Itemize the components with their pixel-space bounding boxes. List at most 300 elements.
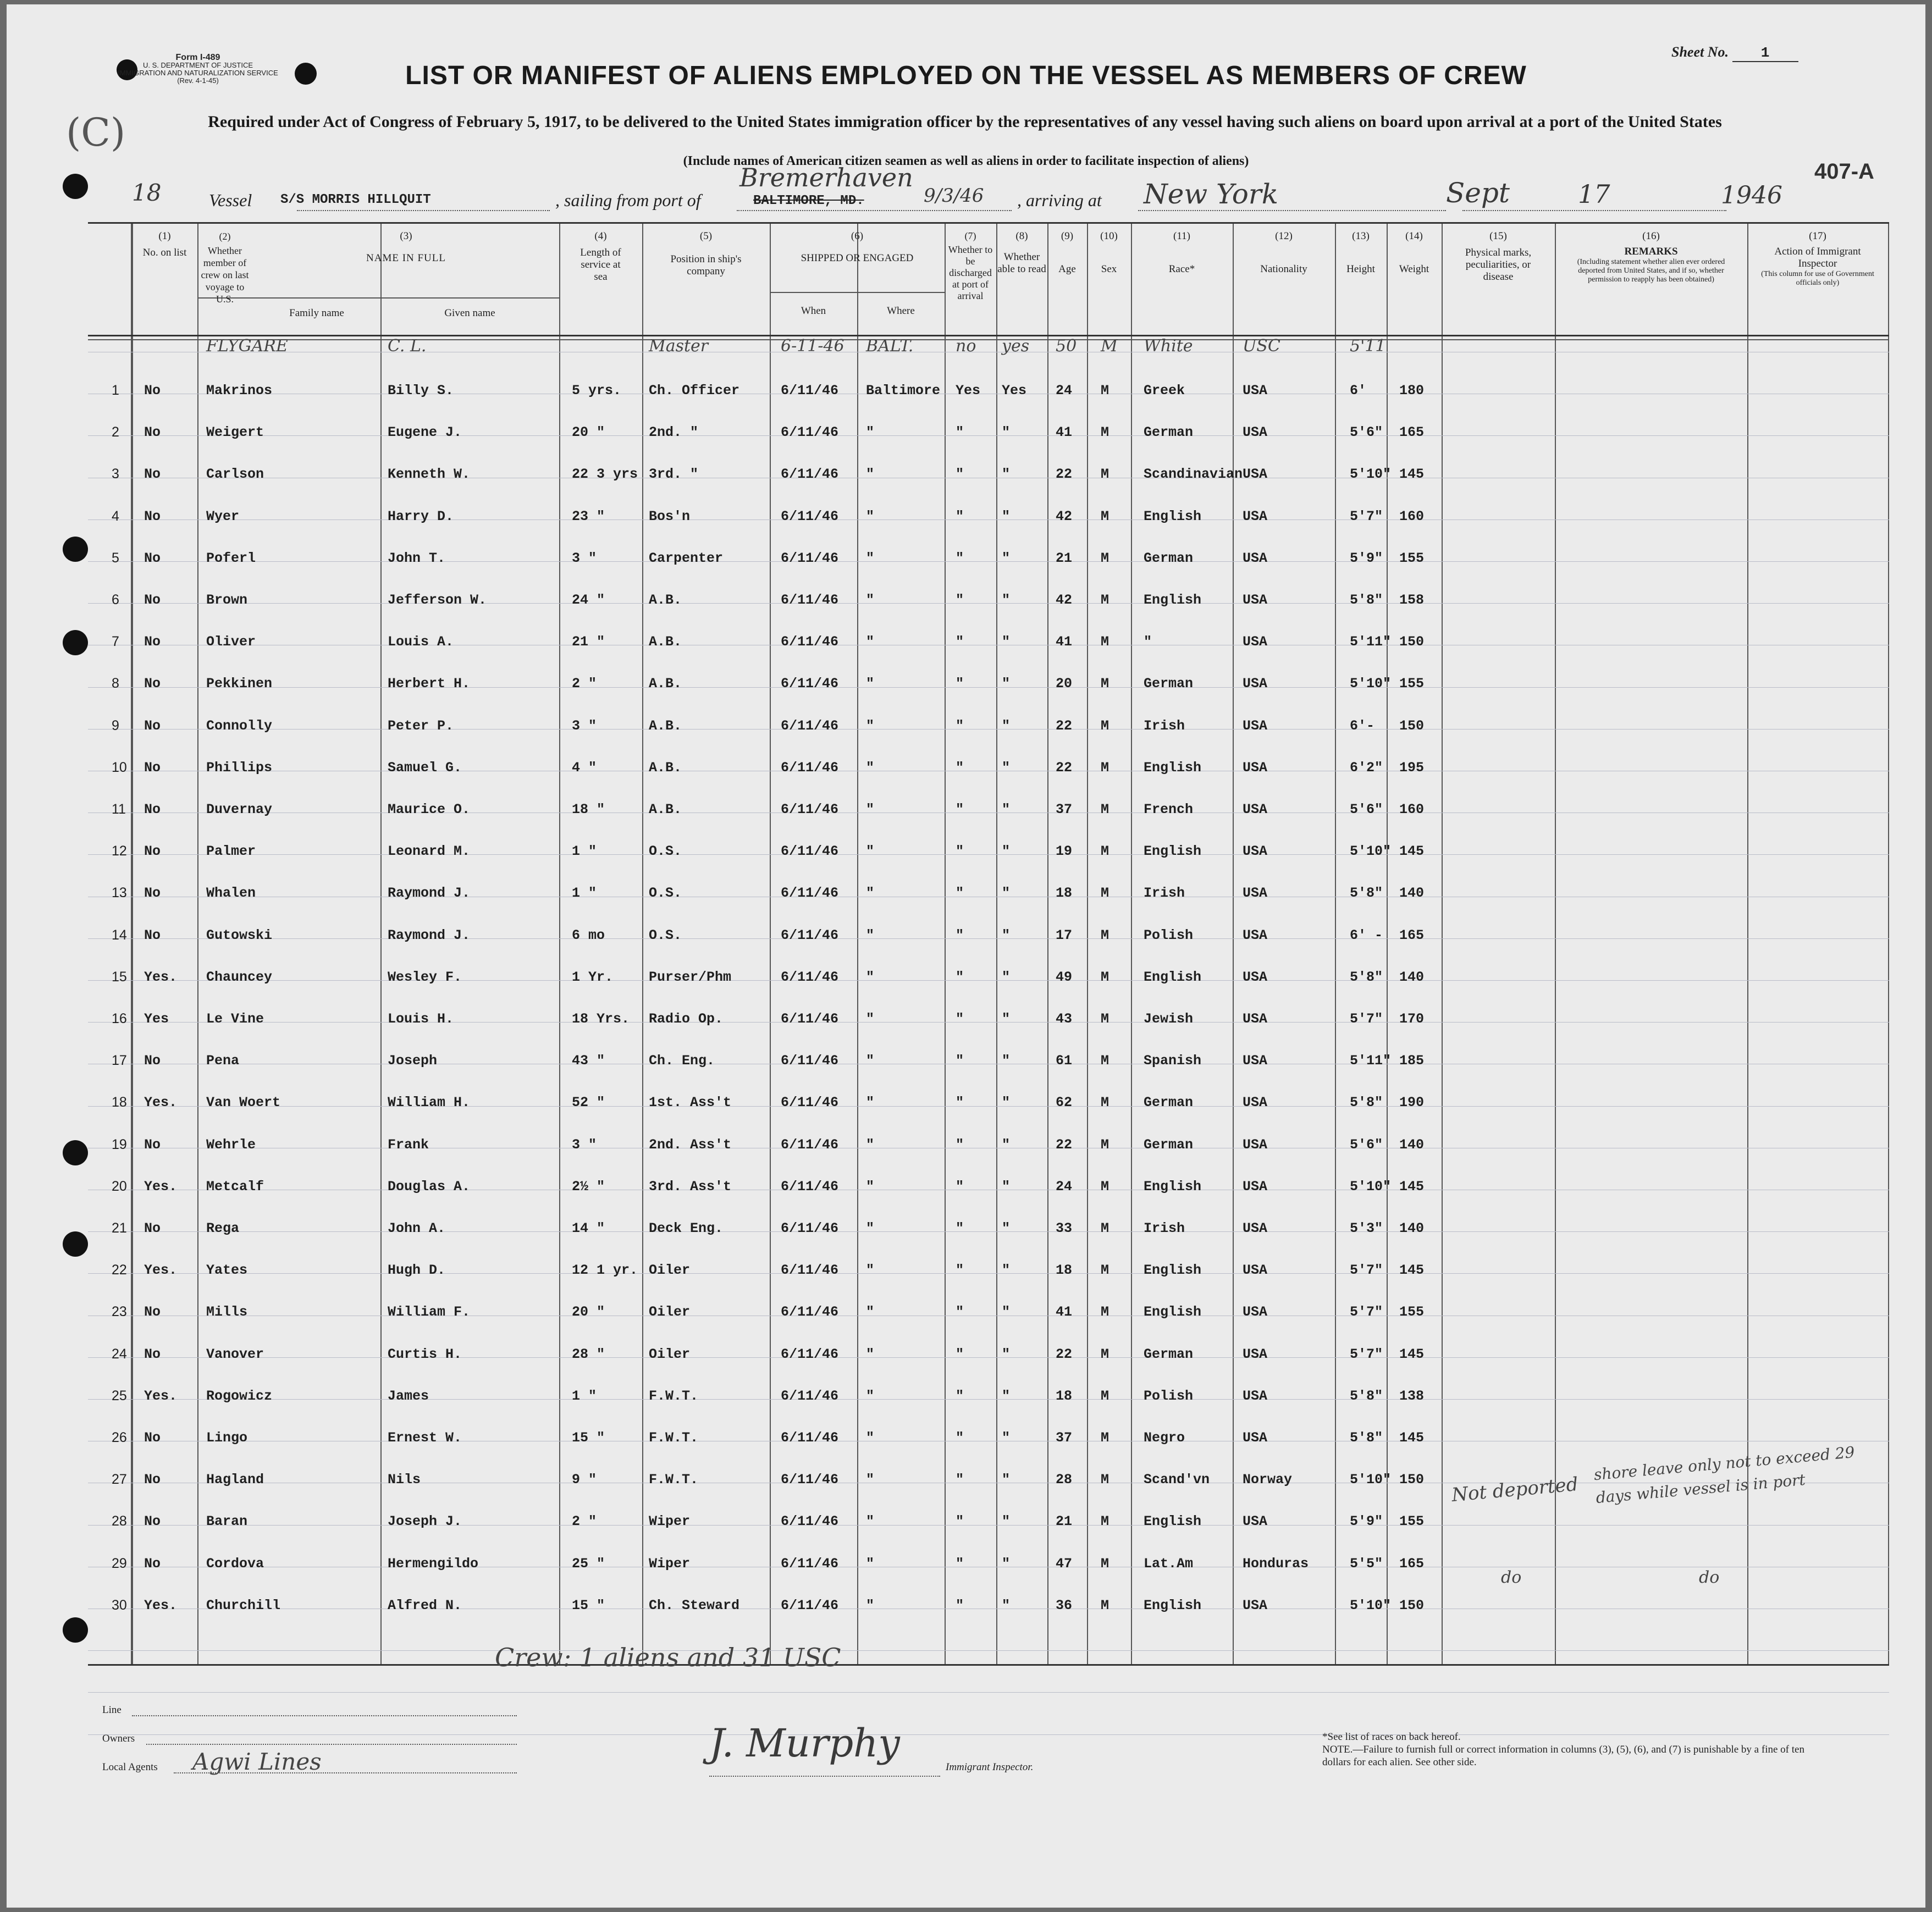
ruled-line	[88, 1357, 1889, 1358]
cell-read: "	[1002, 508, 1011, 524]
cell-where: "	[866, 466, 875, 483]
cell-height: 6'-	[1350, 717, 1375, 734]
cell-last: No	[144, 550, 161, 566]
cell-family: Vanover	[206, 1346, 264, 1362]
cell-where: "	[866, 1597, 875, 1613]
cell-age: 19	[1056, 843, 1073, 860]
cell-where: "	[866, 1011, 875, 1027]
cell-given: Alfred N.	[388, 1597, 462, 1613]
cell-race: English	[1144, 759, 1202, 776]
cell-where: "	[866, 1346, 875, 1362]
cell-race: Spanish	[1144, 1053, 1202, 1069]
cell-last: Yes	[144, 1011, 169, 1027]
cell-age: 49	[1056, 969, 1073, 985]
row29-remarks-note: do	[1699, 1568, 1720, 1587]
cell-when: 6/11/46	[781, 383, 839, 399]
cell-sex: M	[1101, 1513, 1109, 1530]
cell-where: "	[866, 885, 875, 902]
header-bottom-line-2	[88, 339, 1889, 340]
col13-header: (13) Height	[1346, 230, 1375, 275]
cell-weight: 150	[1399, 634, 1425, 650]
cell-age: 42	[1056, 508, 1073, 524]
cell-no: 21	[112, 1220, 127, 1236]
cell-position: A.B.	[649, 802, 682, 817]
arriving-port: New York	[1144, 178, 1278, 210]
cell-height: 5'3"	[1350, 1220, 1383, 1236]
cell-given: Wesley F.	[388, 969, 462, 985]
cell-weight: 145	[1399, 1346, 1425, 1362]
cell-sex: M	[1101, 927, 1109, 943]
cell-where: "	[866, 634, 875, 650]
cell-race: English	[1144, 1304, 1202, 1320]
cell-last: No	[144, 1304, 161, 1320]
cell-last: No	[144, 592, 161, 608]
cell-disc: "	[956, 717, 964, 734]
row27-physical-note: Not deported	[1450, 1473, 1579, 1506]
cell-given: Kenneth W.	[388, 466, 471, 483]
cell-no: 25	[112, 1388, 127, 1403]
cell-when: 6/11/46	[781, 1513, 839, 1530]
cell-read: Yes	[1002, 383, 1027, 399]
cell-when: 6/11/46	[781, 424, 839, 441]
cell-family: Palmer	[206, 843, 256, 860]
cell-disc: "	[956, 1555, 964, 1572]
cell-no: 28	[112, 1513, 127, 1529]
cell-where: "	[866, 802, 875, 817]
col6-header: (6) SHIPPED OR ENGAGED	[801, 230, 914, 264]
cell-weight: 155	[1399, 550, 1425, 566]
ruled-line	[88, 1525, 1889, 1526]
cell-height: 5'11"	[1350, 634, 1392, 650]
cell-service: 3 "	[572, 1136, 597, 1153]
cell-read: "	[1002, 927, 1011, 943]
port-underline	[737, 210, 1012, 211]
cell-race: Scand'vn	[1144, 1472, 1210, 1488]
cell-race: Lat.Am	[1144, 1555, 1194, 1572]
col-divider	[770, 224, 771, 1664]
agents-label: Local Agents	[102, 1761, 158, 1773]
cell-service: 2½ "	[572, 1178, 605, 1195]
binder-hole	[63, 537, 88, 562]
col-divider	[1087, 224, 1088, 1664]
cell-service: 24 "	[572, 592, 605, 608]
cell-weight: 195	[1399, 759, 1425, 776]
cell-given: Frank	[388, 1136, 429, 1153]
cell-disc: "	[956, 1472, 964, 1488]
cell-weight: 160	[1399, 802, 1425, 817]
cell-age: 22	[1056, 1346, 1073, 1362]
cell-nat: USA	[1243, 717, 1268, 734]
col3-given-header: Given name	[444, 307, 495, 319]
cell-family: Churchill	[206, 1597, 281, 1613]
col17-header: (17) Action of Immigrant Inspector (This column for use of Government officials only)	[1761, 230, 1874, 287]
cell-sex: M	[1101, 1011, 1109, 1027]
cell-nat: USA	[1243, 927, 1268, 943]
cell-given: Leonard M.	[388, 843, 471, 860]
cell-service: 5 yrs.	[572, 383, 622, 399]
cell-position: Purser/Phm	[649, 969, 732, 985]
col-divider	[1047, 224, 1048, 1664]
cell-disc: "	[956, 1136, 964, 1153]
master-given: C. L.	[388, 336, 427, 356]
cell-height: 5'6"	[1350, 802, 1383, 817]
cell-where: "	[866, 1178, 875, 1195]
cell-sex: M	[1101, 885, 1109, 902]
ruled-line	[88, 980, 1889, 981]
cell-when: 6/11/46	[781, 717, 839, 734]
cell-nat: USA	[1243, 1304, 1268, 1320]
cell-when: 6/11/46	[781, 1095, 839, 1111]
cell-where: "	[866, 550, 875, 566]
cell-last: No	[144, 634, 161, 650]
cell-nat: USA	[1243, 843, 1268, 860]
col14-header: (14) Weight	[1399, 230, 1429, 275]
cell-where: "	[866, 1304, 875, 1320]
cell-weight: 150	[1399, 1597, 1425, 1613]
cell-disc: "	[956, 508, 964, 524]
cell-position: Oiler	[649, 1304, 691, 1320]
cell-weight: 155	[1399, 1304, 1425, 1320]
cell-when: 6/11/46	[781, 969, 839, 985]
cell-disc: "	[956, 1597, 964, 1613]
cell-last: No	[144, 1136, 161, 1153]
cell-height: 5'10"	[1350, 1178, 1392, 1195]
cell-height: 5'10"	[1350, 1472, 1392, 1488]
cell-height: 6'2"	[1350, 759, 1383, 776]
cell-sex: M	[1101, 1136, 1109, 1153]
cell-when: 6/11/46	[781, 1555, 839, 1572]
cell-family: Brown	[206, 592, 248, 608]
cell-sex: M	[1101, 1346, 1109, 1362]
ruled-line	[88, 854, 1889, 855]
cell-where: "	[866, 424, 875, 441]
cell-sex: M	[1101, 1555, 1109, 1572]
cell-service: 18 "	[572, 802, 605, 817]
cell-last: Yes.	[144, 1388, 178, 1404]
cell-last: No	[144, 759, 161, 776]
cell-race: German	[1144, 424, 1194, 441]
cell-position: 3rd. "	[649, 466, 699, 483]
cell-sex: M	[1101, 1178, 1109, 1195]
cell-age: 36	[1056, 1597, 1073, 1613]
cell-service: 1 "	[572, 885, 597, 902]
header-bottom-line	[88, 335, 1889, 336]
footnote	[1322, 1731, 1817, 1769]
cell-given: Samuel G.	[388, 759, 462, 776]
cell-age: 22	[1056, 1136, 1073, 1153]
cell-no: 2	[112, 424, 119, 440]
cell-no: 3	[112, 466, 119, 482]
cell-height: 5'8"	[1350, 885, 1383, 902]
cell-age: 18	[1056, 1262, 1073, 1279]
cell-read: "	[1002, 1555, 1011, 1572]
ruled-line	[88, 1650, 1889, 1651]
cell-family: Pena	[206, 1053, 240, 1069]
sheet-label: Sheet No.	[1671, 44, 1729, 60]
binder-hole	[63, 630, 88, 655]
agents-field	[174, 1772, 517, 1773]
cell-read: "	[1002, 634, 1011, 650]
cell-weight: 150	[1399, 717, 1425, 734]
cell-disc: "	[956, 1262, 964, 1279]
cell-service: 2 "	[572, 1513, 597, 1530]
cell-weight: 165	[1399, 927, 1425, 943]
cell-when: 6/11/46	[781, 550, 839, 566]
cell-last: No	[144, 1220, 161, 1236]
cell-family: Rega	[206, 1220, 240, 1236]
cell-given: James	[388, 1388, 429, 1404]
cell-nat: USA	[1243, 424, 1268, 441]
master-position: Master	[649, 336, 709, 356]
cell-family: Van Woert	[206, 1095, 281, 1111]
cell-race: English	[1144, 1513, 1202, 1530]
cell-service: 52 "	[572, 1095, 605, 1111]
cell-nat: USA	[1243, 676, 1268, 692]
cell-weight: 140	[1399, 969, 1425, 985]
cell-no: 16	[112, 1011, 127, 1026]
cell-given: Jefferson W.	[388, 592, 487, 608]
cell-where: "	[866, 927, 875, 943]
cell-sex: M	[1101, 1304, 1109, 1320]
cell-sex: M	[1101, 592, 1109, 608]
cell-age: 24	[1056, 383, 1073, 399]
col3-header: (3) NAME IN FULL	[366, 230, 446, 264]
cell-last: No	[144, 843, 161, 860]
cell-height: 5'5"	[1350, 1555, 1383, 1572]
col-divider	[1233, 224, 1234, 1664]
col-divider	[945, 224, 946, 1664]
cell-no: 11	[112, 802, 126, 817]
cell-position: O.S.	[649, 885, 682, 902]
service: IMMIGRATION AND NATURALIZATION SERVICE	[118, 69, 278, 77]
cell-age: 37	[1056, 802, 1073, 817]
cell-given: Maurice O.	[388, 802, 471, 817]
cell-disc: "	[956, 927, 964, 943]
cell-position: Deck Eng.	[649, 1220, 724, 1236]
cell-family: Pekkinen	[206, 676, 273, 692]
cell-sex: M	[1101, 1262, 1109, 1279]
cell-read: "	[1002, 676, 1011, 692]
cell-when: 6/11/46	[781, 1220, 839, 1236]
arrival-month: Sept	[1446, 177, 1510, 209]
margin-mark: (C)	[66, 110, 126, 155]
cell-where: "	[866, 508, 875, 524]
binder-hole	[63, 1231, 88, 1257]
cell-age: 43	[1056, 1011, 1073, 1027]
cell-race: Greek	[1144, 383, 1185, 399]
cell-position: Ch. Officer	[649, 383, 740, 399]
cell-where: Baltimore	[866, 383, 941, 399]
cell-service: 12 1 yr.	[572, 1262, 638, 1279]
cell-given: Curtis H.	[388, 1346, 462, 1362]
cell-given: Harry D.	[388, 508, 454, 524]
cell-disc: "	[956, 1178, 964, 1195]
cell-nat: USA	[1243, 466, 1268, 483]
cell-where: "	[866, 1472, 875, 1488]
cell-given: Hermengildo	[388, 1555, 479, 1572]
col-divider	[380, 224, 382, 1664]
cell-last: No	[144, 1053, 161, 1069]
cell-sex: M	[1101, 802, 1109, 817]
cell-family: Makrinos	[206, 383, 273, 399]
signature-line	[709, 1776, 940, 1777]
cell-age: 33	[1056, 1220, 1073, 1236]
col-divider	[559, 224, 560, 1664]
cell-disc: "	[956, 1220, 964, 1236]
col-divider	[1442, 224, 1443, 1664]
cell-no: 24	[112, 1346, 127, 1362]
cell-last: No	[144, 676, 161, 692]
cell-sex: M	[1101, 676, 1109, 692]
cell-given: William F.	[388, 1304, 471, 1320]
arrival-underline	[1138, 210, 1446, 211]
binder-hole	[63, 174, 88, 199]
cell-when: 6/11/46	[781, 802, 839, 817]
ruled-line	[88, 1022, 1889, 1023]
cell-service: 3 "	[572, 717, 597, 734]
col12-header: (12) Nationality	[1260, 230, 1307, 275]
cell-race: Polish	[1144, 927, 1194, 943]
cell-when: 6/11/46	[781, 1388, 839, 1404]
cell-age: 20	[1056, 676, 1073, 692]
cell-where: "	[866, 1388, 875, 1404]
cell-read: "	[1002, 1178, 1011, 1195]
cell-no: 30	[112, 1597, 127, 1613]
cell-position: Carpenter	[649, 550, 724, 566]
cell-age: 18	[1056, 885, 1073, 902]
cell-read: "	[1002, 802, 1011, 817]
cell-age: 18	[1056, 1388, 1073, 1404]
cell-service: 4 "	[572, 759, 597, 776]
cell-no: 4	[112, 508, 119, 524]
cell-read: "	[1002, 1262, 1011, 1279]
col-divider	[1335, 224, 1336, 1664]
cell-where: "	[866, 1262, 875, 1279]
cell-weight: 185	[1399, 1053, 1425, 1069]
cell-height: 5'10"	[1350, 676, 1392, 692]
cell-sex: M	[1101, 969, 1109, 985]
inspector-signature: J. Murphy	[709, 1721, 900, 1766]
col8-header: (8) Whether able to read	[997, 230, 1046, 275]
cell-where: "	[866, 1555, 875, 1572]
cell-weight: 145	[1399, 466, 1425, 483]
master-race: White	[1144, 336, 1193, 356]
cell-age: 62	[1056, 1095, 1073, 1111]
cell-service: 15 "	[572, 1430, 605, 1446]
cell-disc: "	[956, 466, 964, 483]
cell-sex: M	[1101, 1053, 1109, 1069]
cell-sex: M	[1101, 508, 1109, 524]
col-divider	[996, 224, 997, 1664]
cell-race: Scandinavian	[1144, 466, 1243, 483]
cell-no: 20	[112, 1178, 127, 1194]
cell-last: Yes.	[144, 1597, 178, 1613]
cell-height: 5'9"	[1350, 550, 1383, 566]
cell-disc: "	[956, 1304, 964, 1320]
sheet-number-value: 1	[1732, 45, 1798, 62]
cell-service: 3 "	[572, 550, 597, 566]
cell-weight: 160	[1399, 508, 1425, 524]
cell-family: Duvernay	[206, 802, 273, 817]
cell-read: "	[1002, 1095, 1011, 1111]
cell-family: Chauncey	[206, 969, 273, 985]
cell-where: "	[866, 759, 875, 776]
cell-no: 12	[112, 843, 127, 859]
cell-read: "	[1002, 1053, 1011, 1069]
cell-race: Jewish	[1144, 1011, 1194, 1027]
cell-disc: "	[956, 885, 964, 902]
manifest-table	[88, 222, 1889, 1666]
cell-given: John T.	[388, 550, 446, 566]
cell-sex: M	[1101, 1430, 1109, 1446]
ruled-line	[88, 1273, 1889, 1274]
cell-disc: "	[956, 1513, 964, 1530]
cell-sex: M	[1101, 1220, 1109, 1236]
cell-weight: 140	[1399, 1220, 1425, 1236]
cell-nat: USA	[1243, 1178, 1268, 1195]
cell-family: Rogowicz	[206, 1388, 273, 1404]
cell-no: 14	[112, 927, 127, 943]
cell-position: Oiler	[649, 1346, 691, 1362]
cell-when: 6/11/46	[781, 927, 839, 943]
cell-no: 5	[112, 550, 119, 566]
cell-sex: M	[1101, 1095, 1109, 1111]
ruled-line	[88, 729, 1889, 730]
cell-given: John A.	[388, 1220, 446, 1236]
cell-height: 5'7"	[1350, 508, 1383, 524]
cell-position: A.B.	[649, 759, 682, 776]
cell-given: Hugh D.	[388, 1262, 446, 1279]
cell-disc: "	[956, 802, 964, 817]
cell-weight: 180	[1399, 383, 1425, 399]
cell-height: 5'8"	[1350, 1388, 1383, 1404]
cell-sex: M	[1101, 759, 1109, 776]
cell-disc: Yes	[956, 383, 981, 399]
cell-service: 2 "	[572, 676, 597, 692]
cell-position: 2nd. "	[649, 424, 699, 441]
cell-service: 21 "	[572, 634, 605, 650]
cell-disc: "	[956, 969, 964, 985]
cell-race: German	[1144, 676, 1194, 692]
cell-position: Ch. Eng.	[649, 1053, 715, 1069]
cell-disc: "	[956, 1095, 964, 1111]
cell-race: German	[1144, 550, 1194, 566]
cell-last: No	[144, 508, 161, 524]
cell-age: 37	[1056, 1430, 1073, 1446]
cell-service: 43 "	[572, 1053, 605, 1069]
cell-given: Eugene J.	[388, 424, 462, 441]
cell-age: 41	[1056, 1304, 1073, 1320]
cell-nat: Honduras	[1243, 1555, 1309, 1572]
cell-disc: "	[956, 592, 964, 608]
cell-family: Connolly	[206, 717, 273, 734]
cell-given: Ernest W.	[388, 1430, 462, 1446]
cell-when: 6/11/46	[781, 1262, 839, 1279]
cell-last: No	[144, 1472, 161, 1488]
col16-header: (16) REMARKS (Including statement whether alien ever ordered deported from United States, and if so, whether permission to reapply has been obtained)	[1577, 230, 1725, 284]
cell-where: "	[866, 1430, 875, 1446]
ruled-line	[88, 561, 1889, 562]
cell-nat: USA	[1243, 1388, 1268, 1404]
col-divider	[1555, 224, 1556, 1664]
cell-no: 15	[112, 969, 127, 985]
cell-position: 3rd. Ass't	[649, 1178, 732, 1195]
cell-nat: USA	[1243, 1136, 1268, 1153]
cell-weight: 145	[1399, 1430, 1425, 1446]
col1-header: (1) No. on list	[142, 230, 187, 258]
cell-age: 22	[1056, 466, 1073, 483]
cell-family: Hagland	[206, 1472, 264, 1488]
